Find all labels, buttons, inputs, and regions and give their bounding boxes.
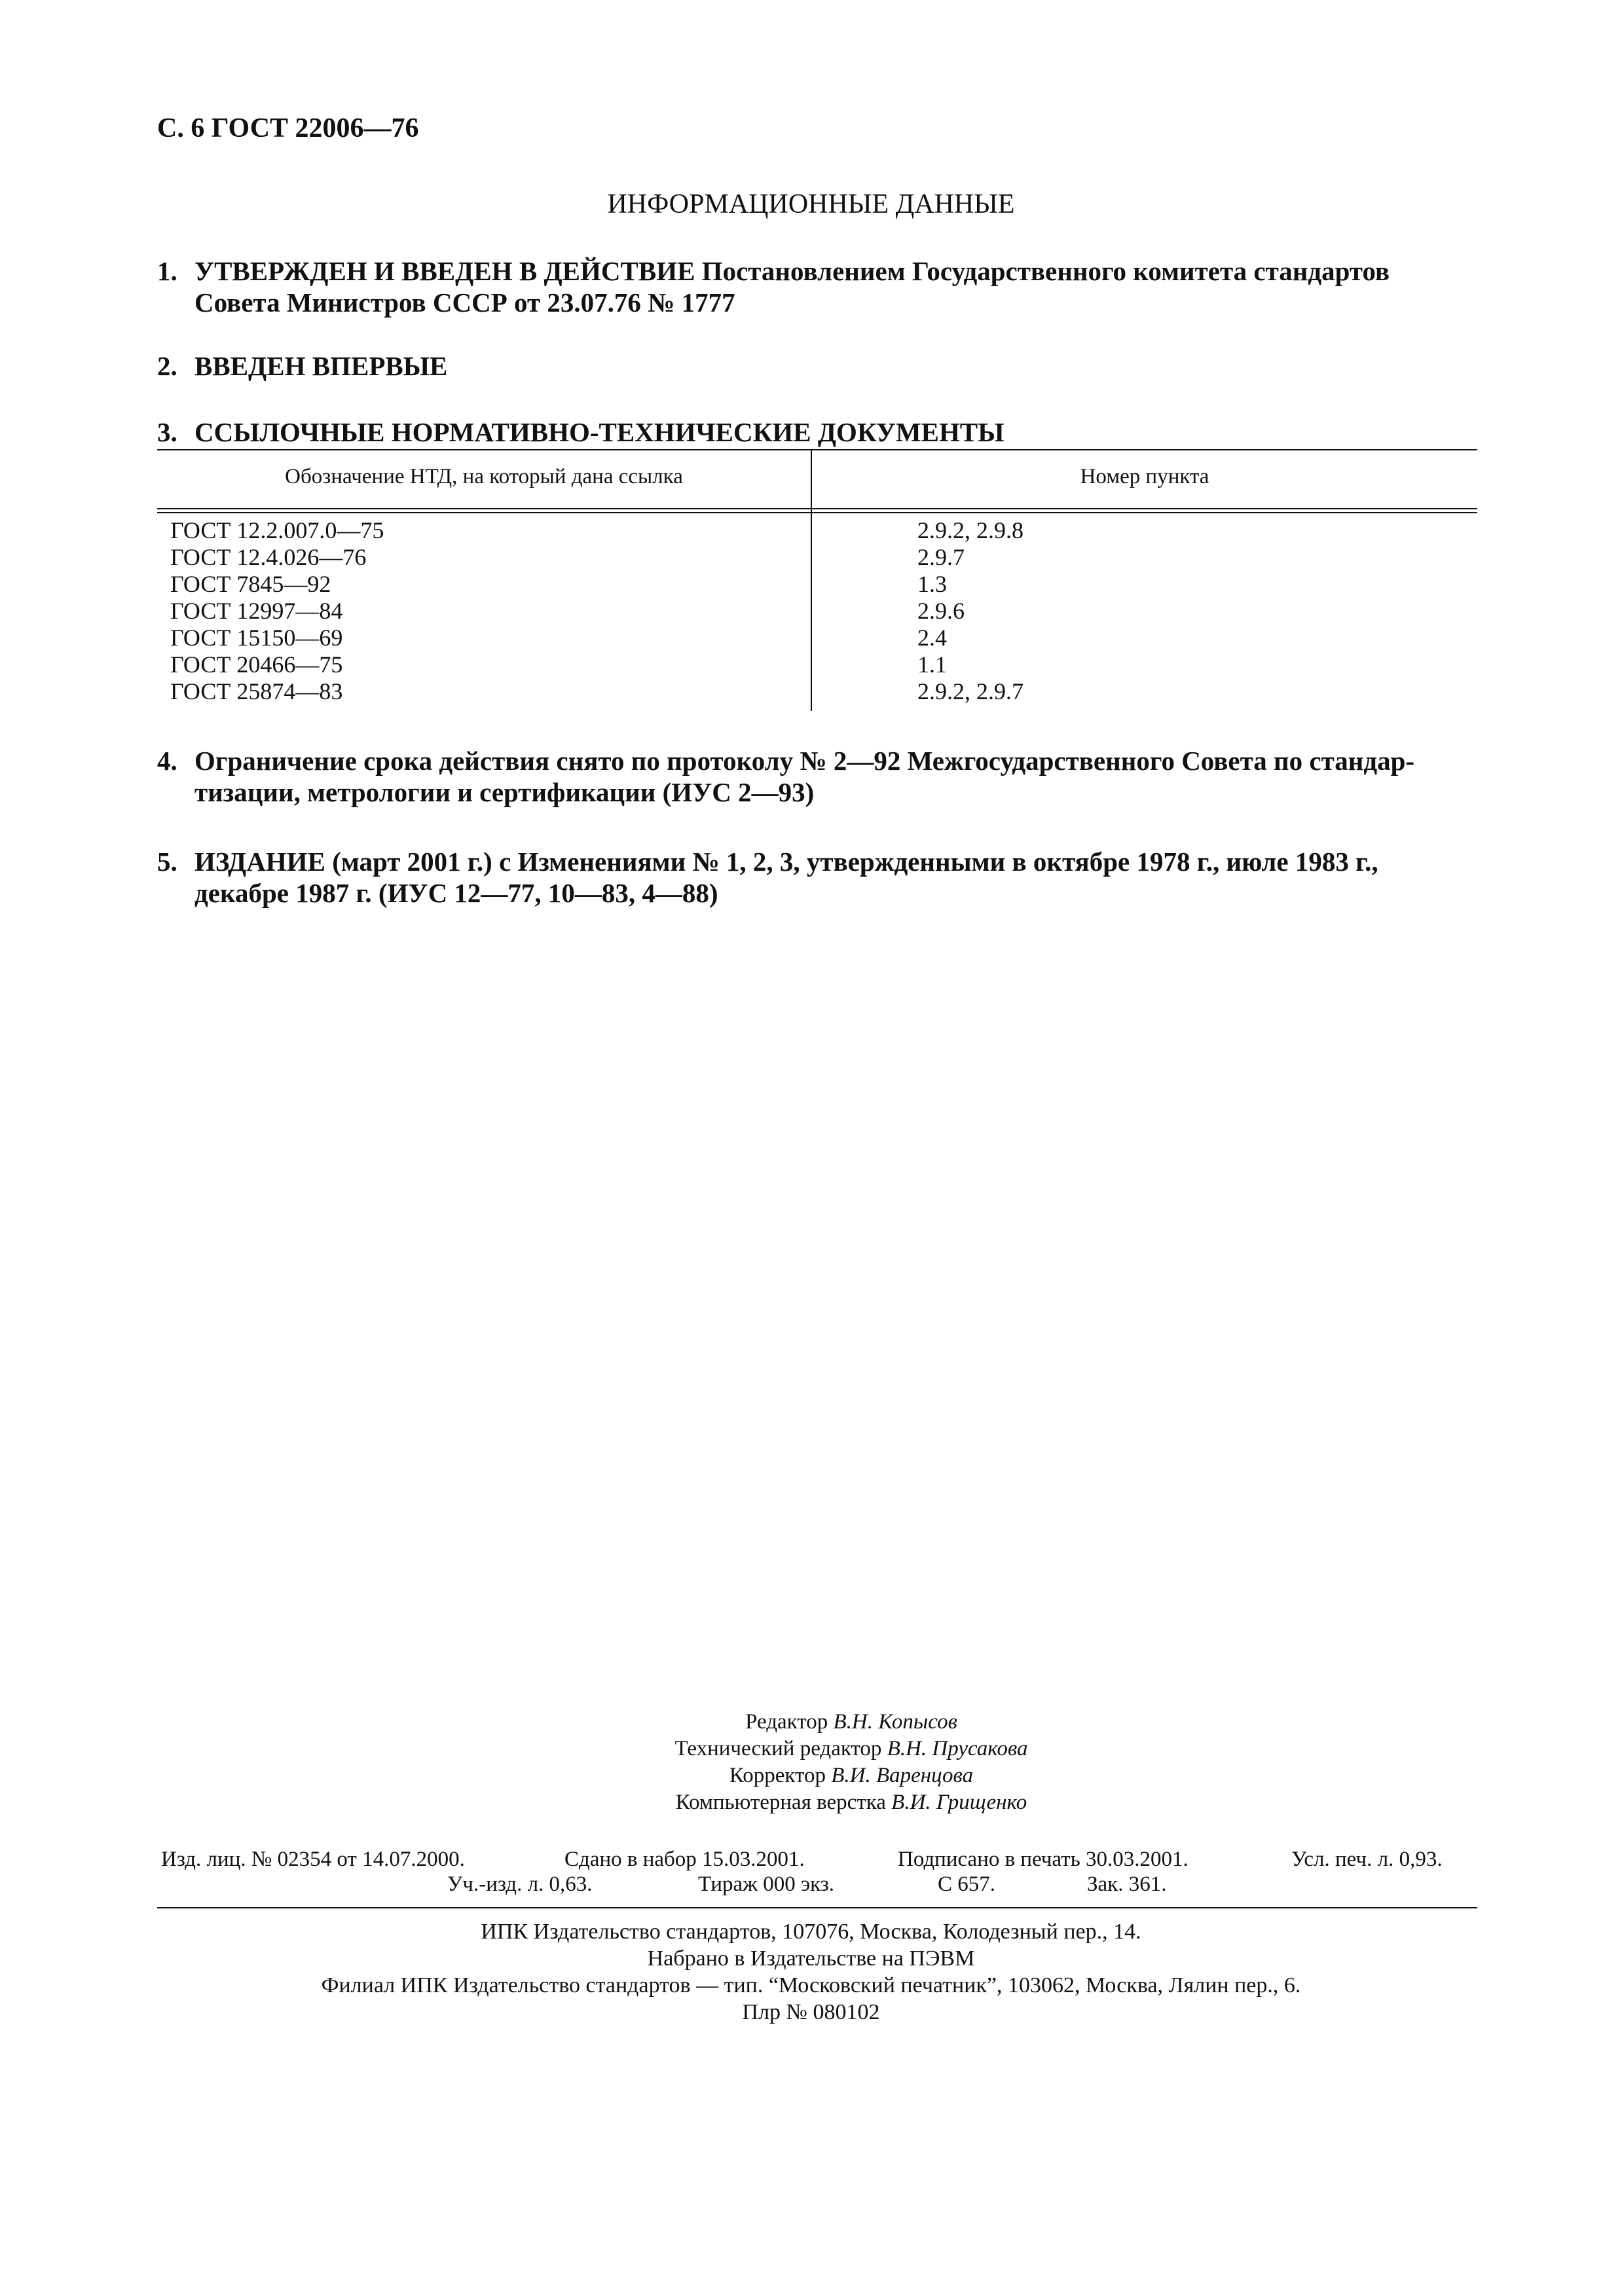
table-row bbox=[170, 517, 1414, 544]
cell-document: ГОСТ 12997—84 bbox=[170, 598, 343, 624]
credit-name: В.И. Варенцова bbox=[831, 1764, 974, 1787]
info-item-4 bbox=[157, 745, 1473, 808]
table-top-rule bbox=[157, 449, 1477, 450]
footer-line: Набрано в Издательстве на ПЭВМ bbox=[647, 1946, 975, 1971]
credit-line bbox=[589, 1789, 1113, 1816]
item-number: 3. bbox=[157, 417, 177, 447]
cell-document: ГОСТ 12.4.026—76 bbox=[170, 544, 367, 570]
imprint-c-number: С 657. bbox=[938, 1872, 996, 1896]
footer-line: ИПК Издательство стандартов, 107076, Москва, Колодезный пер., 14. bbox=[481, 1920, 1141, 1944]
credit-name: В.И. Грищенко bbox=[891, 1791, 1027, 1814]
table-row bbox=[170, 598, 1414, 625]
footer-line: Филиал ИПК Издательство стандартов — тип. “Московский печатник”, 103062, Москва, Лялин пер., 6. bbox=[321, 1973, 1301, 1997]
column-header-document: Обозначение НТД, на который дана ссылка bbox=[285, 465, 683, 488]
item-text-continuation: Совета Министров СССР от 23.07.76 № 1777 bbox=[194, 287, 735, 318]
publisher-footer bbox=[0, 1918, 1622, 2026]
cell-clause: 2.4 bbox=[917, 625, 947, 651]
imprint-license: Изд. лиц. № 02354 от 14.07.2000. bbox=[161, 1848, 465, 1871]
imprint-circulation: Тираж 000 экз. bbox=[698, 1872, 834, 1896]
credit-name: В.Н. Прусакова bbox=[887, 1737, 1028, 1760]
item-text-line: ИЗДАНИЕ (март 2001 г.) с Изменениями № 1, 2, 3, утвержденными в октябре 1978 г., июле 1983 г., bbox=[194, 847, 1378, 877]
cell-clause: 1.3 bbox=[917, 571, 947, 597]
credit-role: Корректор bbox=[729, 1764, 826, 1787]
cell-clause: 2.9.2, 2.9.8 bbox=[917, 517, 1023, 543]
credit-line bbox=[589, 1709, 1113, 1736]
item-text-line: Ограничение срока действия снято по протоколу № 2—92 Межгосударственного Совета по стандар- bbox=[194, 746, 1415, 776]
info-item-5 bbox=[157, 846, 1473, 909]
table-row bbox=[170, 544, 1414, 571]
item-number: 4. bbox=[157, 746, 177, 776]
item-number: 1. bbox=[157, 256, 177, 286]
cell-document: ГОСТ 12.2.007.0—75 bbox=[170, 517, 384, 543]
credits-block bbox=[589, 1709, 1113, 1816]
imprint-pub-sheets: Уч.-изд. л. 0,63. bbox=[447, 1872, 593, 1896]
item-text-continuation: декабре 1987 г. (ИУС 12—77, 10—83, 4—88) bbox=[194, 878, 718, 908]
table-header-rule bbox=[157, 508, 1477, 513]
item-text-line: УТВЕРЖДЕН И ВВЕДЕН В ДЕЙСТВИЕ Постановлением Государственного комитета стандартов bbox=[194, 256, 1390, 286]
cell-document: ГОСТ 20466—75 bbox=[170, 651, 343, 678]
cell-document: ГОСТ 15150—69 bbox=[170, 625, 343, 651]
footer-rule bbox=[157, 1907, 1477, 1908]
table-row bbox=[170, 571, 1414, 598]
item-text-continuation: тизации, метрологии и сертификации (ИУС 2—93) bbox=[194, 777, 815, 807]
item-number: 2. bbox=[157, 351, 177, 381]
item-text-line: ССЫЛОЧНЫЕ НОРМАТИВНО-ТЕХНИЧЕСКИЕ ДОКУМЕНТЫ bbox=[194, 417, 1005, 447]
imprint-signed-print: Подписано в печать 30.03.2001. bbox=[898, 1848, 1189, 1871]
item-number: 5. bbox=[157, 847, 177, 877]
imprint-order: Зак. 361. bbox=[1087, 1872, 1167, 1896]
info-item-1 bbox=[157, 255, 1473, 318]
item-text-line: ВВЕДЕН ВПЕРВЫЕ bbox=[194, 351, 448, 381]
cell-clause: 1.1 bbox=[917, 651, 947, 678]
page-header: С. 6 ГОСТ 22006—76 bbox=[157, 113, 419, 143]
credit-name: В.Н. Копысов bbox=[833, 1710, 957, 1734]
imprint-sent-to-set: Сдано в набор 15.03.2001. bbox=[564, 1848, 805, 1871]
table-row bbox=[170, 678, 1414, 705]
cell-clause: 2.9.6 bbox=[917, 598, 965, 624]
credit-role: Редактор bbox=[745, 1710, 828, 1734]
column-header-clause: Номер пункта bbox=[1080, 465, 1209, 488]
cell-document: ГОСТ 25874—83 bbox=[170, 678, 343, 704]
table-body bbox=[170, 517, 1414, 705]
credit-role: Компьютерная верстка bbox=[675, 1791, 886, 1814]
cell-clause: 2.9.2, 2.9.7 bbox=[917, 678, 1023, 704]
cell-clause: 2.9.7 bbox=[917, 544, 965, 570]
credit-line bbox=[589, 1736, 1113, 1762]
table-row bbox=[170, 625, 1414, 651]
credit-role: Технический редактор bbox=[674, 1737, 882, 1760]
credit-line bbox=[589, 1762, 1113, 1789]
cell-document: ГОСТ 7845—92 bbox=[170, 571, 331, 597]
document-title: ИНФОРМАЦИОННЫЕ ДАННЫЕ bbox=[607, 189, 1015, 219]
imprint-print-sheets: Усл. печ. л. 0,93. bbox=[1291, 1848, 1443, 1871]
footer-line: Плр № 080102 bbox=[742, 2000, 880, 2024]
info-item-2 bbox=[157, 350, 1473, 382]
table-row bbox=[170, 651, 1414, 678]
info-item-3 bbox=[157, 416, 1473, 448]
